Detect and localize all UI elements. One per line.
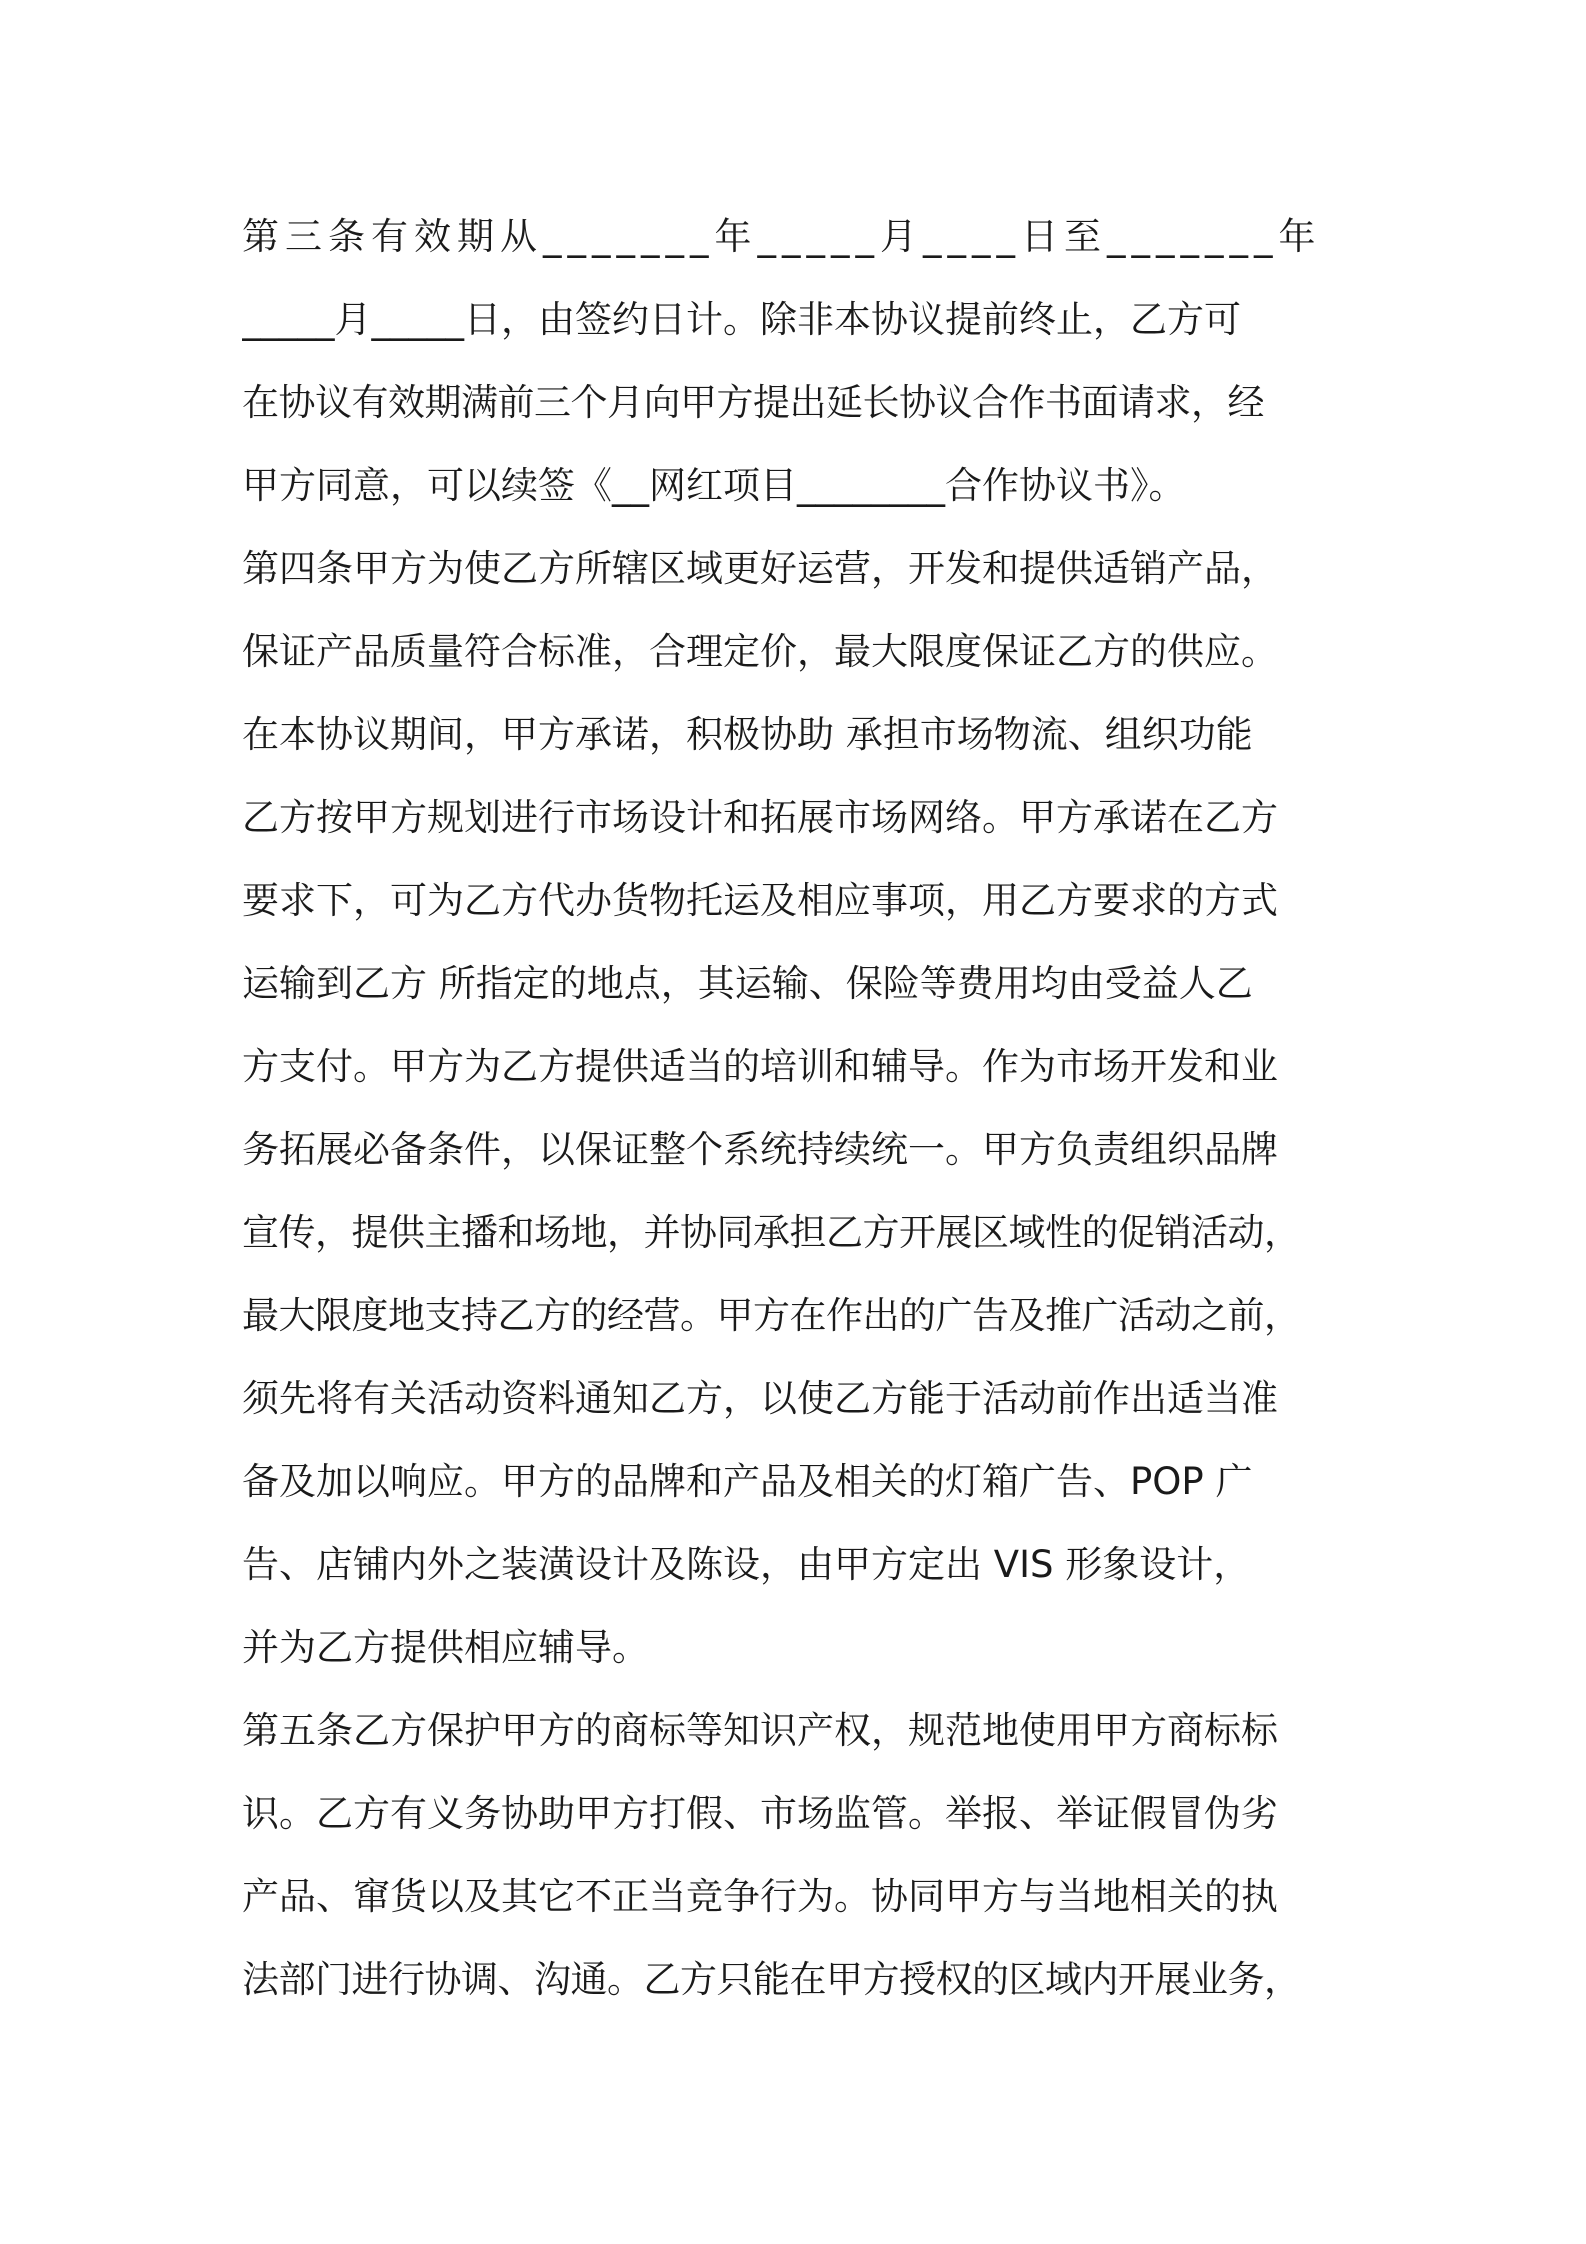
text-line-article-5-start: 第五条乙方保护甲方的商标等知识产权，规范地使用甲方商标标: [242, 1709, 1278, 1752]
text-line: 须先将有关活动资料通知乙方，以使乙方能于活动前作出适当准: [242, 1377, 1278, 1420]
text-line-article-3-start: 第三条有效期从_______年_____月____日至_______年: [242, 215, 1322, 258]
text-line: 宣传，提供主播和场地，并协同承担乙方开展区域性的促销活动，: [242, 1211, 1301, 1254]
contract-body: [242, 195, 1354, 2021]
text-line: _____月_____日，由签约日计。除非本协议提前终止，乙方可: [242, 298, 1241, 341]
text-line: 运输到乙方 所指定的地点，其运输、保险等费用均由受益人乙: [242, 962, 1253, 1005]
text-line: 甲方同意，可以续签《__网红项目________合作协议书》。: [242, 464, 1186, 507]
text-line: 告、店铺内外之装潢设计及陈设，由甲方定出 VIS 形象设计，: [242, 1543, 1251, 1586]
text-line: 在本协议期间，甲方承诺，积极协助 承担市场物流、组织功能: [242, 713, 1253, 756]
text-line: 识。乙方有义务协助甲方打假、市场监管。举报、举证假冒伪劣: [242, 1792, 1278, 1835]
text-line: 要求下，可为乙方代办货物托运及相应事项，用乙方要求的方式: [242, 879, 1278, 922]
text-line: 产品、窜货以及其它不正当竞争行为。协同甲方与当地相关的执: [242, 1875, 1278, 1918]
text-line: 并为乙方提供相应辅导。: [242, 1626, 649, 1669]
text-line: 法部门进行协调、沟通。乙方只能在甲方授权的区域内开展业务，: [242, 1958, 1301, 2001]
text-line-article-4-start: 第四条甲方为使乙方所辖区域更好运营，开发和提供适销产品，: [242, 547, 1278, 590]
text-line: 保证产品质量符合标准，合理定价，最大限度保证乙方的供应。: [242, 630, 1278, 673]
text-line: 在协议有效期满前三个月向甲方提出延长协议合作书面请求，经: [242, 381, 1264, 424]
text-line: 最大限度地支持乙方的经营。甲方在作出的广告及推广活动之前，: [242, 1294, 1301, 1337]
text-line: 方支付。甲方为乙方提供适当的培训和辅导。作为市场开发和业: [242, 1045, 1278, 1088]
text-line: 备及加以响应。甲方的品牌和产品及相关的灯箱广告、POP 广: [242, 1460, 1253, 1503]
text-line: 务拓展必备条件，以保证整个系统持续统一。甲方负责组织品牌: [242, 1128, 1278, 1171]
text-line: 乙方按甲方规划进行市场设计和拓展市场网络。甲方承诺在乙方: [242, 796, 1278, 839]
